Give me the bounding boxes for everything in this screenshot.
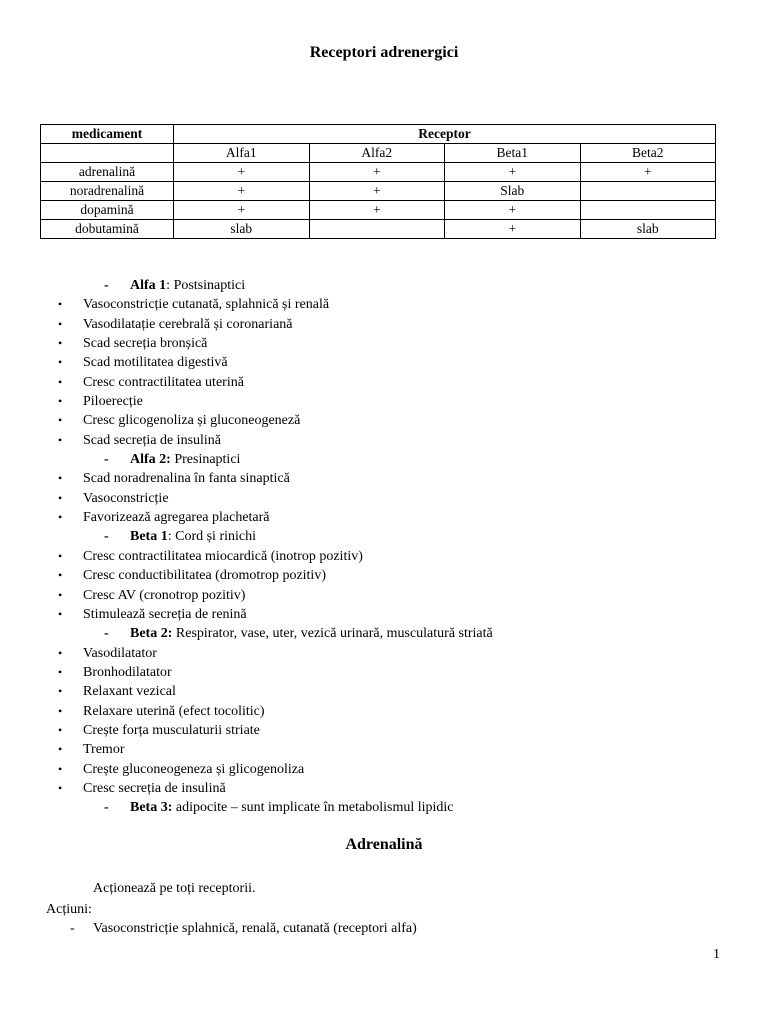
bullet-marker: • [58,355,63,370]
table-row [41,201,716,220]
page-number: 1 [713,947,720,962]
receptor-heading-text [130,276,245,295]
table-cell: + [174,163,310,182]
column-header-receptor: Receptor [174,125,716,144]
dash-marker: - [104,529,109,545]
list-item [0,740,768,759]
table-cell: Slab [445,182,581,201]
bullet-marker: • [58,316,63,331]
intro-paragraph: Acționează pe toți receptorii. [93,881,256,896]
list-item [0,605,768,624]
receptor-description: Cord și rinichi [175,529,256,545]
list-item-text: Cresc contractilitatea uterină [83,374,244,390]
list-item-text: Scad motilitatea digestivă [83,355,228,371]
list-item [0,508,768,527]
list-item [0,411,768,430]
dash-marker: - [104,278,109,293]
list-item-text: Relaxant vezical [83,684,176,700]
list-item-text: Stimulează secreția de renină [83,606,247,622]
table-cell: + [445,220,581,239]
list-item-text: Vasoconstricție cutanată, splahnică și renală [83,297,330,313]
list-item [0,921,768,940]
bullet-marker: • [58,780,63,795]
list-item-text: Cresc contractilitatea miocardică (inotrop pozitiv) [83,548,363,564]
receptor-header: Alfa1 [174,144,310,163]
separator: : [167,529,176,545]
list-item-text: Relaxare uterină (efect tocolitic) [83,703,265,719]
list-item [0,431,768,450]
table-cell: + [309,163,445,182]
table-row [41,220,716,239]
list-item [0,353,768,372]
receptor-header: Beta1 [445,144,581,163]
table-cell: + [174,201,310,220]
list-item-text: Cresc AV (cronotrop pozitiv) [83,587,246,603]
section-title-adrenalina: Adrenalină [345,836,423,853]
table-row [41,182,716,201]
list-item [0,334,768,353]
list-item [0,469,768,488]
list-item [0,779,768,798]
receptor-heading [0,798,768,817]
list-item-text: Bronhodilatator [83,664,172,680]
column-header-medicament: medicament [41,125,174,144]
actions-label: Acțiuni: [46,902,92,917]
receptor-header: Alfa2 [309,144,445,163]
page-title: Receptori adrenergici [309,44,459,61]
list-item-text: Vasodilatator [83,645,157,661]
drug-name: noradrenalină [41,182,174,201]
bullet-marker: • [58,587,63,602]
bullet-marker: • [58,471,63,486]
bullet-marker: • [58,510,63,525]
list-item-text: Piloerecție [83,394,143,410]
receptor-heading-text [130,798,454,817]
list-item-text: Crește forța musculaturii striate [83,722,260,738]
bullet-marker: • [58,336,63,351]
bullet-marker: • [58,742,63,757]
bullet-marker: • [58,490,63,505]
bullet-marker: • [58,297,63,312]
table-cell: slab [174,220,310,239]
list-item [0,547,768,566]
list-item-text: Scad secreția bronșică [83,336,208,352]
list-item [0,760,768,779]
list-item [0,295,768,314]
receptor-table [40,124,716,239]
receptor-description: Postsinaptici [173,278,246,293]
dash-marker: - [104,800,109,816]
list-item [0,682,768,701]
list-item [0,315,768,334]
receptor-heading-text [130,450,240,469]
bullet-marker: • [58,394,63,409]
list-item [0,586,768,605]
list-item-text: Crește gluconeogeneza și glicogenoliza [83,761,305,777]
list-item-text: Scad noradrenalina în fanta sinaptică [83,471,290,487]
bullet-marker: • [58,645,63,660]
list-item-text: Cresc glicogenoliza și gluconeogeneză [83,413,301,429]
table-cell [309,220,445,239]
table-cell [580,201,716,220]
table-cell: + [174,182,310,201]
drug-name: dobutamină [41,220,174,239]
table-cell: + [309,182,445,201]
receptor-heading [0,527,768,546]
list-item-text: Favorizează agregarea plachetară [83,510,270,526]
drug-name: adrenalină [41,163,174,182]
receptor-heading-text [130,527,256,546]
table-cell-empty [41,144,174,163]
list-item [0,721,768,740]
table-header-row [41,125,716,144]
table-cell: + [580,163,716,182]
bullet-marker: • [58,761,63,776]
receptor-name: Alfa 1 [130,278,167,293]
bullet-marker: • [58,374,63,389]
bullet-marker: • [58,548,63,563]
list-item [0,489,768,508]
table-cell: slab [580,220,716,239]
table-cell [580,182,716,201]
bullet-marker: • [58,722,63,737]
table-cell: + [309,201,445,220]
receptor-description: Presinaptici [174,452,241,468]
bullet-marker: • [58,664,63,679]
list-item-text: Scad secreția de insulină [83,432,222,448]
table-subheader-row [41,144,716,163]
receptor-heading [0,624,768,643]
list-item-text: Vasodilatație cerebrală și coronariană [83,316,293,332]
table-row [41,163,716,182]
dash-marker: - [104,452,109,468]
table-cell: + [445,201,581,220]
dash-marker: - [70,921,75,936]
list-item [0,373,768,392]
list-item-text: Cresc secreția de insulină [83,780,226,796]
dash-marker: - [104,626,109,642]
list-item [0,392,768,411]
bullet-marker: • [58,703,63,718]
bullet-marker: • [58,606,63,621]
list-item [0,702,768,721]
bullet-marker: • [58,432,63,447]
list-item [0,566,768,585]
receptor-description: adipocite – sunt implicate în metabolismul lipidic [175,800,454,816]
receptor-heading-text [130,624,493,643]
receptor-name: Beta 2: [130,626,173,642]
drug-name: dopamină [41,201,174,220]
receptor-list [0,276,768,818]
table-cell: + [445,163,581,182]
receptor-heading [0,276,768,295]
bullet-marker: • [58,684,63,699]
receptor-description: Respirator, vase, uter, vezică urinară, musculatură striată [175,626,493,642]
list-item-text: Vasoconstricție splahnică, renală, cutanată (receptori alfa) [93,921,417,936]
bullet-marker: • [58,413,63,428]
receptor-name: Alfa 2: [130,452,171,468]
receptor-name: Beta 1 [130,529,168,545]
list-item-text: Tremor [83,742,125,758]
separator: : [166,278,174,293]
list-item-text: Vasoconstricție [83,490,169,506]
bullet-marker: • [58,568,63,583]
receptor-heading [0,450,768,469]
list-item [0,644,768,663]
list-item-text: Cresc conductibilitatea (dromotrop pozitiv) [83,568,326,584]
list-item [0,663,768,682]
receptor-name: Beta 3: [130,800,173,816]
receptor-header: Beta2 [580,144,716,163]
